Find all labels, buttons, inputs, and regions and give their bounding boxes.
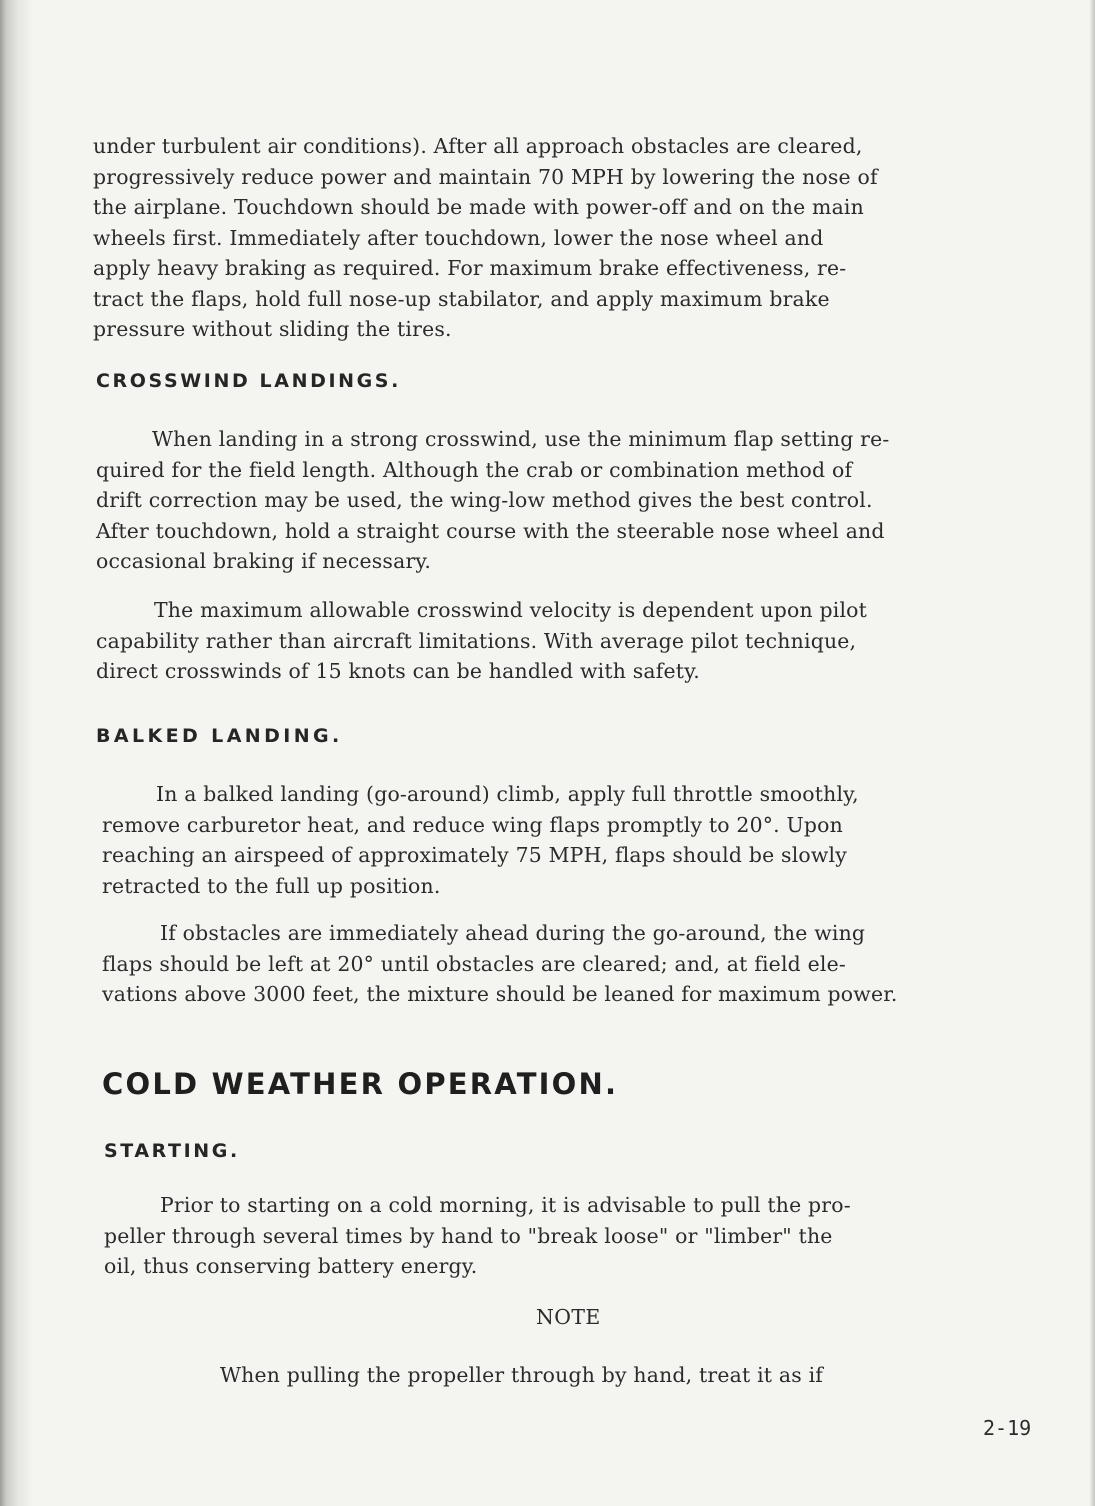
text-line: tract the flaps, hold full nose-up stabilator, and apply maximum brake: [93, 286, 830, 311]
heading-crosswind-landings: CROSSWIND LANDINGS.: [96, 370, 401, 392]
heading-balked-landing: BALKED LANDING.: [96, 725, 343, 747]
text-line: apply heavy braking as required. For maximum brake effectiveness, re-: [93, 256, 847, 280]
text-line: flaps should be left at 20° until obstacles are cleared; and, at field ele-: [102, 951, 846, 976]
text-line: under turbulent air conditions). After all approach obstacles are cleared,: [93, 134, 863, 158]
text-line: retracted to the full up position.: [102, 873, 441, 898]
text-line: occasional braking if necessary.: [96, 549, 432, 573]
text-line: pressure without sliding the tires.: [93, 317, 452, 341]
paragraph-balked-obstacles: [102, 918, 898, 1010]
note-text: [220, 1360, 823, 1391]
text-line: the airplane. Touchdown should be made with power-off and on the main: [93, 195, 864, 219]
text-line: wheels first. Immediately after touchdown, lower the nose wheel and: [93, 225, 824, 250]
text-line: Prior to starting on a cold morning, it is advisable to pull the pro-: [160, 1193, 851, 1217]
text-line: In a balked landing (go-around) climb, apply full throttle smoothly,: [156, 782, 859, 806]
text-line: After touchdown, hold a straight course with the steerable nose wheel and: [96, 518, 885, 543]
text-line: If obstacles are immediately ahead during the go-around, the wing: [160, 921, 866, 945]
paragraph-landing-continued: [93, 131, 878, 345]
text-line: quired for the field length. Although the crab or combination method of: [96, 457, 853, 482]
heading-cold-weather-operation: COLD WEATHER OPERATION.: [102, 1067, 619, 1101]
text-line: The maximum allowable crosswind velocity is dependent upon pilot: [154, 598, 868, 622]
page-edge: [1089, 0, 1095, 1506]
page-binding-shadow: [0, 0, 34, 1506]
text-line: drift correction may be used, the wing-low method gives the best control.: [96, 488, 873, 512]
page-number: 2-19: [983, 1416, 1032, 1440]
text-line: capability rather than aircraft limitations. With average pilot technique,: [96, 628, 857, 653]
text-line: direct crosswinds of 15 knots can be handled with safety.: [96, 659, 700, 683]
paragraph-crosswind-velocity: [96, 595, 867, 687]
text-line: When landing in a strong crosswind, use the minimum flap setting re-: [152, 427, 890, 451]
text-line: oil, thus conserving battery energy.: [104, 1254, 478, 1278]
paragraph-starting-cold: [104, 1190, 851, 1282]
text-line: reaching an airspeed of approximately 75 MPH, flaps should be slowly: [102, 843, 847, 867]
note-label: NOTE: [536, 1305, 601, 1329]
text-line: remove carburetor heat, and reduce wing flaps promptly to 20°. Upon: [102, 812, 843, 837]
paragraph-crosswind-technique: [96, 424, 889, 577]
text-line: progressively reduce power and maintain 70 MPH by lowering the nose of: [93, 164, 878, 189]
paragraph-balked-procedure: [102, 779, 859, 901]
heading-starting: STARTING.: [104, 1140, 240, 1162]
text-line: vations above 3000 feet, the mixture should be leaned for maximum power.: [102, 982, 898, 1006]
text-line: When pulling the propeller through by hand, treat it as if: [220, 1363, 824, 1387]
text-line: peller through several times by hand to "break loose" or "limber" the: [104, 1223, 833, 1248]
